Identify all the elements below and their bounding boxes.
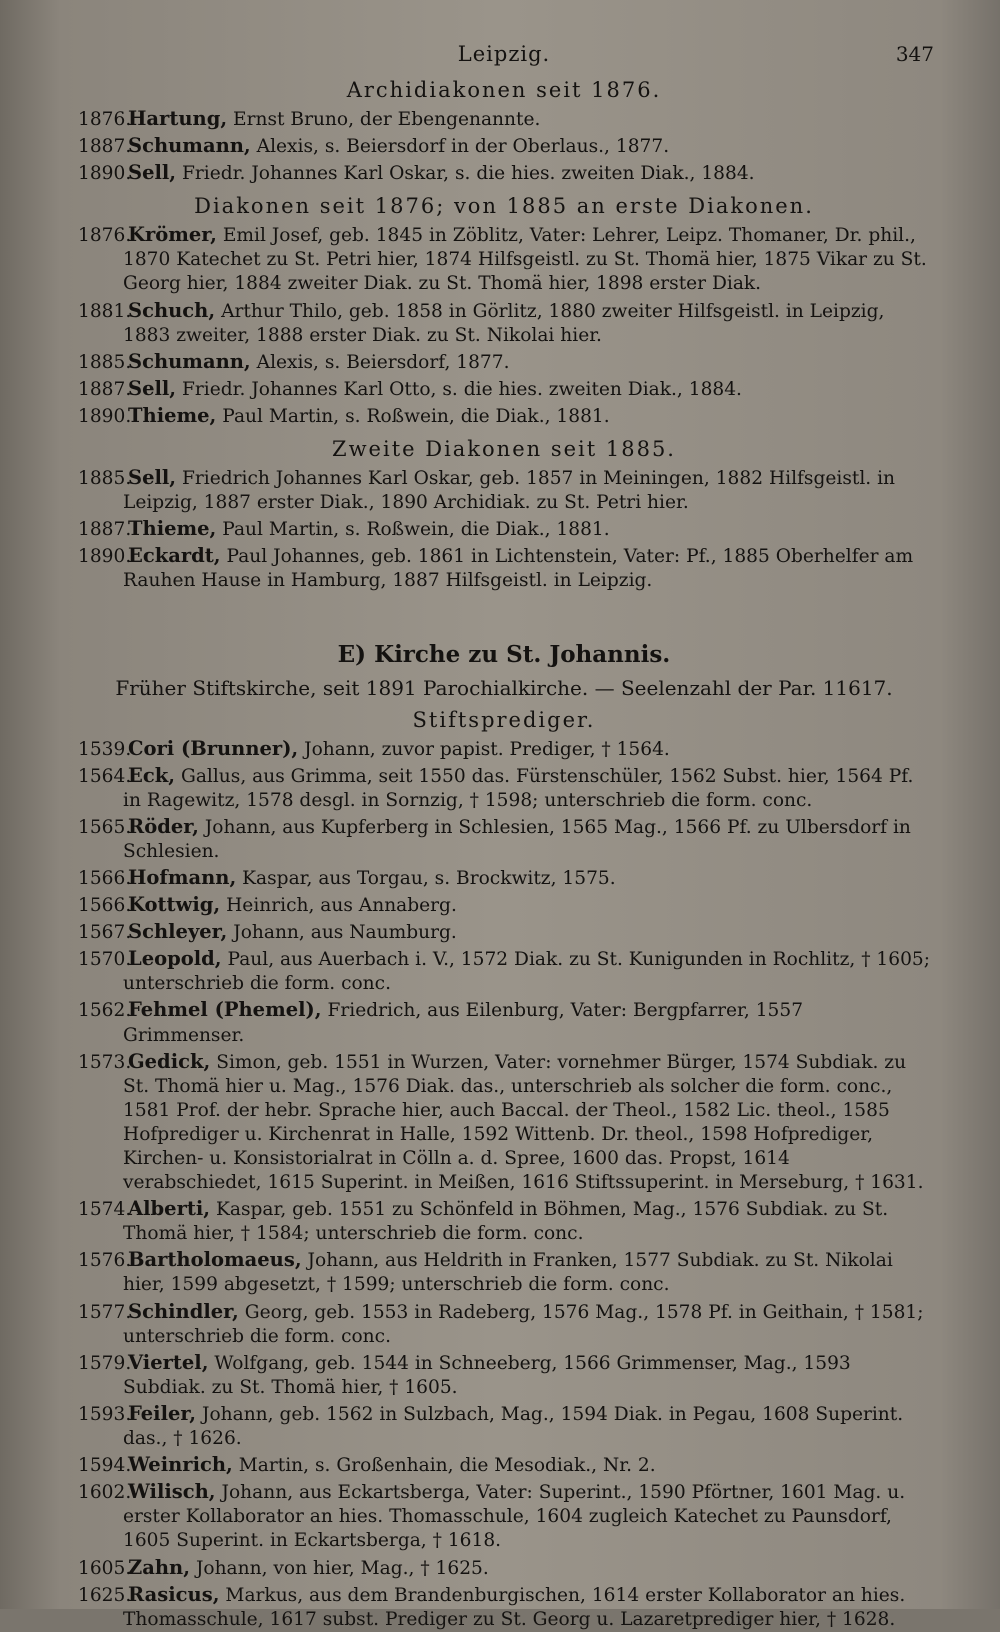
entry [78,893,930,918]
entry-text: Alexis, s. Beiersdorf in der Oberlaus., 1877. [256,136,670,158]
entry-text: Paul, aus Auerbach i. V., 1572 Diak. zu St. Kunigunden in Rochlitz, † 1605; unterschrieb die form. conc. [123,949,930,995]
church-subheading: Stiftsprediger. [412,707,596,732]
running-title: Leipzig. [457,42,551,66]
entry [78,1300,930,1349]
entry-text: Ernst Bruno, der Ebengenannte. [233,109,541,130]
entry-name: Thieme, [128,403,217,427]
entry-name: Schindler, [128,1299,239,1323]
entry-year: 1625. [78,1584,132,1606]
entry-year: 1576. [78,1250,132,1272]
section [78,433,930,593]
entry-text: Heinrich, aus Annaberg. [226,895,457,917]
entry-text: Kaspar, geb. 1551 zu Schönfeld in Böhmen, Mag., 1576 Subdiak. zu St. Thomä hier, † 1584; unterschrieb die form. conc. [123,1199,889,1245]
entry-year: 1890. [78,163,132,185]
entry [78,350,930,375]
entry-name: Sell, [128,376,177,400]
entry-text: Friedrich Johannes Karl Oskar, geb. 1857 in Meiningen, 1882 Hilfsgeistl. in Leipzig, 1887 erster Diak., 1890 Archidiak. zu St. Petri hier. [123,468,896,514]
entry-name: Bartholomaeus, [128,1248,302,1272]
entry-text: Arthur Thilo, geb. 1858 in Görlitz, 1880 zweiter Hilfsgeistl. in Leipzig, 1883 zweiter, 1888 erster Diak. zu St. Nikolai hier. [123,300,885,346]
entry-year: 1562. [78,1000,132,1022]
entry-name: Eck, [128,763,176,787]
entry-name: Fehmel (Phemel), [128,998,322,1022]
entry-year: 1579. [78,1352,132,1374]
entry [78,866,930,891]
entry-year: 1570. [78,949,132,971]
entry-name: Cori (Brunner), [128,736,299,760]
entry-year: 1567. [78,922,132,944]
entry-text: Markus, aus dem Brandenburgischen, 1614 erster Kollaborator an hies. Thomasschule, 1617 subst. Prediger zu St. Georg u. Lazaretprediger hier, † 1628. [123,1584,906,1630]
entry-year: 1539. [78,738,132,760]
entry-name: Schumann, [128,134,251,158]
church-heading: E) Kirche zu St. Johannis. [337,640,671,668]
entry-name: Eckardt, [128,544,221,568]
entry-text: Wolfgang, geb. 1544 in Schneeberg, 1566 Grimmenser, Mag., 1593 Subdiak. zu St. Thomä hier, † 1605. [123,1352,851,1398]
entry-text: Paul Martin, s. Roßwein, die Diak., 1881. [222,405,610,427]
entry-name: Schumann, [128,349,251,373]
section-heading: Diakonen seit 1876; von 1885 an erste Diakonen. [194,194,814,219]
entry-text: Johann, zuvor papist. Prediger, † 1564. [304,738,670,760]
entry [78,466,930,515]
church-note: Früher Stiftskirche, seit 1891 Parochialkirche. — Seelenzahl der Par. 11617. [115,675,893,700]
entry-name: Zahn, [128,1555,191,1579]
entry-year: 1566. [78,895,132,917]
entry [78,1583,930,1632]
entry-text: Georg, geb. 1553 in Radeberg, 1576 Mag., 1578 Pf. in Geithain, † 1581; unterschrieb die form. conc. [123,1301,924,1347]
entry-name: Hartung, [128,107,228,130]
entry [78,815,930,864]
entry [78,107,930,132]
page-header [78,34,934,70]
entry-name: Gedick, [128,1049,211,1073]
entry-year: 1577. [78,1301,132,1323]
entry-year: 1881. [78,300,132,322]
entry-text: Friedrich, aus Eilenburg, Vater: Bergpfarrer, 1557 Grimmenser. [123,1000,804,1046]
entry [78,517,930,542]
page-number: 347 [895,42,934,66]
entry-name: Rasicus, [128,1582,220,1606]
entry-year: 1593. [78,1403,132,1425]
entry [78,299,930,348]
entry-year: 1574. [78,1199,132,1221]
entry-text: Kaspar, aus Torgau, s. Brockwitz, 1575. [242,867,616,889]
entry [78,947,930,996]
entry-name: Kottwig, [128,893,221,917]
entry-text: Emil Josef, geb. 1845 in Zöblitz, Vater: Lehrer, Leipz. Thomaner, Dr. phil., 1870 Katechet zu St. Petri hier, 1874 Hilfsgeistl. zu St. Thomä hier, 1875 Vikar zu St. Georg hier, 1884 zweiter Diak. zu St. Thomä hier, 1898 erster Diak. [123,225,927,295]
entry [78,1402,930,1451]
entry-name: Feiler, [128,1401,197,1425]
church-entries [78,737,930,1632]
entry [78,764,930,813]
entry-year: 1594. [78,1455,132,1477]
entry-name: Sell, [128,161,177,185]
entry-year: 1602. [78,1482,132,1504]
entry-text: Johann, geb. 1562 in Sulzbach, Mag., 1594 Diak. in Pegau, 1608 Superint. das., † 1626. [123,1403,904,1450]
entry-name: Wilisch, [128,1480,216,1504]
entry [78,1556,930,1581]
entry-year: 1890. [78,405,132,427]
entry [78,1050,930,1196]
entry [78,134,930,159]
entry-year: 1566. [78,867,132,889]
entry-text: Johann, aus Eckartsberga, Vater: Superint., 1590 Pförtner, 1601 Mag. u. erster Kollaborator an hies. Thomasschule, 1604 zugleich Katechet zu Paunsdorf, 1605 Superint. in Eckartsberga, † 1618. [123,1482,906,1552]
entry-year: 1887. [78,519,132,541]
entry-name: Alberti, [128,1197,211,1221]
entry [78,377,930,402]
entry-text: Paul Johannes, geb. 1861 in Lichtenstein, Vater: Pf., 1885 Oberhelfer am Rauhen Hause in Hamburg, 1887 Hilfsgeistl. in Leipzig. [123,546,914,592]
section [78,190,930,429]
entry [78,544,930,593]
entry-year: 1876. [78,225,132,247]
entry-text: Johann, von hier, Mag., † 1625. [195,1557,489,1579]
entry-text: Paul Martin, s. Roßwein, die Diak., 1881. [222,519,610,541]
entry-year: 1885. [78,351,132,373]
entry-year: 1573. [78,1051,132,1073]
section [78,74,930,186]
entry [78,998,930,1047]
entry [78,1453,930,1478]
entry-name: Röder, [128,814,199,838]
entry-name: Schleyer, [128,920,228,944]
entry-text: Gallus, aus Grimma, seit 1550 das. Fürstenschüler, 1562 Subst. hier, 1564 Pf. in Ragewitz, 1578 desgl. in Sornzig, † 1598; unterschrieb die form. conc. [123,765,914,811]
entry-year: 1887. [78,136,132,158]
entry-year: 1876. [78,109,132,130]
entry [78,1197,930,1246]
entry-text: Johann, aus Kupferberg in Schlesien, 1565 Mag., 1566 Pf. zu Ulbersdorf in Schlesien. [123,816,911,862]
entry-year: 1885. [78,468,132,490]
entry [78,920,930,945]
entry [78,1248,930,1297]
entry [78,737,930,762]
entry-year: 1605. [78,1557,132,1579]
entry-year: 1890. [78,546,132,568]
entry-text: Simon, geb. 1551 in Wurzen, Vater: vornehmer Bürger, 1574 Subdiak. zu St. Thomä hier u. Mag., 1576 Diak. das., unterschrieb als solcher die form. conc., 1581 Prof. der hebr. Sprache hier, auch Baccal. der Theol., 1582 Lic. theol., 1585 Hofprediger u. Kirchenrat in Halle, 1592 Wittenb. Dr. theol., 1598 Hofprediger, Kirchen- u. Konsistorialrat in Cölln a. d. Spree, 1600 das. Propst, 1614 verabschiedet, 1615 Superint. in Meißen, 1616 Stiftssuperint. in Merseburg, † 1631. [123,1051,924,1194]
entry [78,1351,930,1400]
entry-text: Martin, s. Großenhain, die Mesodiak., Nr. 2. [238,1455,656,1477]
sections [78,74,930,594]
entry-name: Krömer, [128,223,217,247]
entry-name: Weinrich, [128,1453,233,1477]
entry-text: Alexis, s. Beiersdorf, 1877. [256,351,510,373]
section-heading: Archidiakonen seit 1876. [346,78,662,102]
entry-text: Friedr. Johannes Karl Otto, s. die hies. zweiten Diak., 1884. [182,378,742,400]
entry-name: Sell, [128,466,177,490]
entry-name: Viertel, [128,1350,209,1374]
entry [78,161,930,186]
entry [78,223,930,296]
entry-year: 1887. [78,378,132,400]
entry-year: 1564. [78,765,132,787]
entry-text: Johann, aus Heldrith in Franken, 1577 Subdiak. zu St. Nikolai hier, 1599 abgesetzt, † 1599; unterschrieb die form. conc. [123,1250,893,1296]
entry [78,404,930,429]
entry-name: Schuch, [128,298,216,322]
entry-year: 1565. [78,816,132,838]
entry-text: Johann, aus Naumburg. [233,922,457,944]
entry-name: Hofmann, [128,865,237,889]
entry [78,1480,930,1553]
entry-text: Friedr. Johannes Karl Oskar, s. die hies. zweiten Diak., 1884. [182,163,755,185]
entry-name: Leopold, [128,947,222,971]
section-heading: Zweite Diakonen seit 1885. [331,437,676,462]
entry-name: Thieme, [128,517,217,541]
